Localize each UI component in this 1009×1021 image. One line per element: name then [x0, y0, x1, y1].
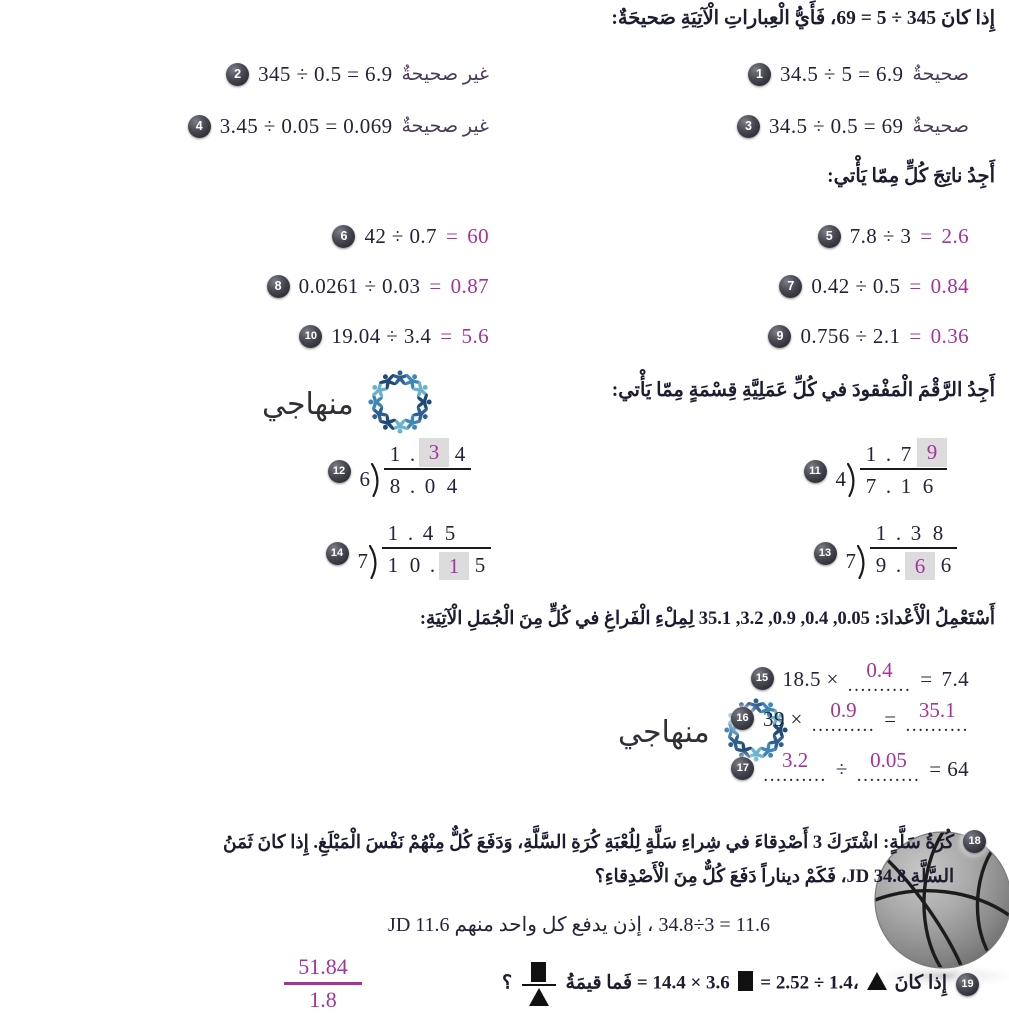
word-problem-body — [223, 826, 954, 860]
item-answer: 2.6 — [941, 224, 969, 248]
item-equals-sign: = — [920, 224, 933, 248]
item-number-badge: 2 — [226, 63, 249, 86]
digit: . — [407, 521, 414, 545]
item-lead-expression: 39 × — [763, 707, 803, 731]
item-number-badge: 3 — [737, 115, 760, 138]
question-19-answer — [284, 954, 362, 1013]
exercise-item-3 — [737, 114, 969, 139]
digit: 1 — [875, 521, 887, 545]
quotient-row — [870, 520, 957, 549]
item-operator: ÷ — [835, 757, 848, 781]
item-result: = 64 — [929, 757, 969, 781]
blank-dots: .......... — [847, 675, 912, 696]
item-equals-sign: = — [445, 224, 459, 248]
item-expression: 34.5 ÷ 0.5 = 69 — [769, 114, 904, 138]
digit: . — [885, 474, 892, 498]
digit: 4 — [446, 474, 458, 498]
blank-answer: 0.05 — [870, 748, 907, 772]
item-expression: 3.45 ÷ 0.05 = 0.069 — [219, 114, 393, 138]
section-missing-digit-prompt: أَجِدُ الرَّقْمَ الْمَفْقودَ في كُلِّ عَمَلِيَّةِ قِسْمَةٍ مِمّا يَأْتي: — [611, 380, 995, 401]
item-verdict: صحيحةٌ — [912, 116, 969, 137]
item-expression: 19.04 ÷ 3.4 — [331, 324, 432, 348]
answer-numerator: 51.84 — [298, 954, 348, 979]
item-number-badge: 6 — [332, 225, 355, 248]
item-answer: 5.6 — [461, 324, 489, 348]
item-number-badge: 14 — [326, 542, 349, 565]
manhaji-logo-icon — [364, 366, 436, 443]
item-equals-sign: = — [920, 667, 933, 691]
triangle-icon — [529, 988, 549, 1006]
manhaji-logo-text: منهاجي — [262, 387, 354, 422]
item-verdict: صحيحةٌ — [912, 64, 969, 85]
missing-digit[interactable]: 9 — [917, 438, 947, 467]
digit: . — [885, 442, 892, 466]
item-equals-sign: = — [440, 324, 453, 348]
long-division — [358, 520, 492, 580]
word-problem-18 — [223, 826, 983, 894]
item-expression: 0.0261 ÷ 0.03 — [298, 274, 421, 298]
item-number-badge: 13 — [814, 542, 837, 565]
long-division — [360, 438, 472, 499]
fraction-bar — [522, 984, 556, 986]
exercise-item-10 — [299, 324, 489, 349]
item-expression: 42 ÷ 0.7 — [364, 224, 437, 248]
section-truefalse-prompt: إِذا كانَ 345 ÷ 5 = 69، فَأَيُّ الْعِباراتِ الْآتِيَةِ صَحيحَةٌ: — [611, 8, 995, 29]
blank-dots: .......... — [763, 765, 827, 786]
square-icon — [738, 971, 753, 991]
item-expression: 0.756 ÷ 2.1 — [800, 324, 901, 348]
exercise-item-1 — [748, 62, 969, 87]
digit: 1 — [900, 474, 912, 498]
long-division — [846, 520, 958, 580]
item-number-badge: 17 — [731, 757, 754, 780]
blank-field[interactable] — [856, 748, 921, 786]
digit: 0 — [409, 553, 421, 577]
fill-blank-item-16 — [731, 698, 969, 736]
item-expression: 7.8 ÷ 3 — [849, 224, 912, 248]
item-equals-sign: = — [909, 274, 922, 298]
item-number-badge: 10 — [299, 325, 322, 348]
item-equals-sign: = — [884, 707, 897, 731]
digit: 1 — [389, 442, 401, 466]
manhaji-logo-text: منهاجي — [618, 715, 710, 750]
square-icon — [531, 962, 546, 982]
item-number-badge: 9 — [768, 325, 791, 348]
item-lead-expression: 18.5 × — [782, 667, 839, 691]
q19-equation-1: = 2.52 ÷ 1.4، — [760, 972, 859, 994]
blank-field[interactable] — [763, 748, 827, 786]
item-expression: 34.5 ÷ 5 = 6.9 — [779, 62, 904, 86]
blank-dots: .......... — [811, 715, 876, 736]
digit: 1 — [865, 442, 877, 466]
item-number-badge: 15 — [751, 667, 774, 690]
dividend-row — [382, 549, 491, 580]
item-number-badge: 16 — [731, 707, 754, 730]
digit: . — [409, 474, 416, 498]
exercise-item-7 — [779, 274, 969, 299]
item-equals-sign: = — [909, 324, 922, 348]
digit: 4 — [454, 442, 466, 466]
answer-denominator: 1.8 — [309, 986, 337, 1012]
quotient-row — [860, 438, 947, 470]
fill-blank-item-15 — [751, 658, 969, 696]
digit: 5 — [474, 553, 486, 577]
division-item-14 — [326, 520, 510, 580]
blank-field[interactable] — [847, 658, 912, 696]
item-number-badge: 4 — [188, 115, 211, 138]
item-expression: 345 ÷ 0.5 = 6.9 — [258, 62, 393, 86]
item-verdict: غير صحيحةٌ — [401, 64, 489, 85]
division-item-13 — [814, 520, 980, 580]
long-division — [836, 438, 948, 499]
blank-field[interactable] — [811, 698, 876, 736]
triangle-icon — [867, 972, 887, 990]
digit: 3 — [910, 521, 922, 545]
word-problem-line1: اشْتَرَكَ 3 أَصْدِقاءَ في شِراءِ سَلَّةٍ لِلُعْبَةِ كُرَةِ السَّلَّةِ، وَدَفَعَ كُلٌّ مِنْهُمْ نَفْسَ الْمَبْلَغِ. إِذا كانَ ثَمَنُ — [223, 833, 879, 853]
item-answer: 60 — [467, 224, 489, 248]
division-bracket-icon — [857, 520, 870, 576]
q19-question-mark: ؟ — [501, 972, 513, 994]
item-number-badge: 5 — [818, 225, 841, 248]
section-fill-blanks-prompt: أَسْتَعْمِلُ الْأَعْدادَ: 0.05, 0.4, 0.9, 3.2, 35.1 لِمِلْءِ الْفَراغِ في كُلٍّ مِنَ الْجُمَلِ الْآتِيَةِ: — [419, 609, 995, 629]
answer-fraction-bar — [284, 982, 362, 985]
digit: . — [895, 521, 902, 545]
blank-dots: .......... — [856, 765, 921, 786]
item-number-badge: 8 — [267, 275, 290, 298]
exercise-item-6 — [332, 224, 489, 249]
dividend-row — [870, 549, 957, 580]
item-result: 7.4 — [941, 667, 969, 691]
manhaji-logo-top — [262, 366, 436, 443]
section-quotients-prompt: أَجِدُ ناتِجَ كُلٍّ مِمّا يَأْتي: — [827, 166, 995, 187]
division-bracket-icon — [847, 438, 860, 494]
missing-digit[interactable]: 3 — [419, 438, 449, 467]
digit: 1 — [387, 553, 399, 577]
shape-fraction — [522, 962, 556, 1006]
q19-lead: إِذا كانَ — [894, 972, 947, 994]
digit: . — [409, 442, 416, 466]
quotient-row — [382, 520, 491, 549]
division-item-12 — [328, 438, 490, 499]
digit: 8 — [389, 474, 401, 498]
q19-equation-2: = 14.4 × 3.6 — [636, 972, 730, 994]
blank-answer: 35.1 — [918, 698, 956, 722]
item-expression: 0.42 ÷ 0.5 — [811, 274, 901, 298]
quotient-row — [384, 438, 471, 470]
digit: . — [895, 553, 902, 577]
item-answer: 0.36 — [930, 324, 969, 348]
digit: 6 — [940, 553, 952, 577]
fill-blank-item-17 — [731, 748, 969, 786]
digit: 0 — [424, 474, 436, 498]
blank-answer: 3.2 — [781, 748, 809, 772]
divisor: 7 — [845, 549, 856, 573]
digit: 7 — [865, 474, 877, 498]
item-number-badge: 18 — [963, 830, 986, 853]
exercise-item-4 — [188, 114, 489, 139]
digit: 7 — [900, 442, 912, 466]
item-answer: 0.87 — [450, 274, 489, 298]
q19-question-word: فَما قيمَةُ — [565, 972, 633, 994]
blank-answer: 0.9 — [830, 698, 857, 722]
exercise-item-2 — [226, 62, 489, 87]
division-bracket-icon — [369, 520, 382, 576]
divisor: 6 — [359, 467, 370, 491]
digit: 5 — [444, 521, 456, 545]
divisor: 7 — [357, 549, 368, 573]
exercise-item-5 — [818, 224, 969, 249]
item-number-badge: 11 — [804, 460, 827, 483]
divisor: 4 — [835, 467, 846, 491]
digit: 8 — [932, 521, 944, 545]
division-bracket-icon — [371, 438, 384, 494]
item-equals-sign: = — [429, 274, 442, 298]
word-problem-line2: السَّلَّةِ JD 34.8، فَكَمْ ديناراً دَفَعَ كُلٌّ مِنَ الْأَصْدِقاءِ؟ — [594, 867, 955, 887]
blank-field[interactable] — [905, 698, 970, 736]
item-number-badge: 7 — [779, 275, 802, 298]
exercise-item-9 — [768, 324, 969, 349]
item-number-badge: 1 — [748, 63, 771, 86]
item-number-badge: 19 — [956, 973, 979, 996]
digit: . — [429, 553, 436, 577]
question-19 — [502, 962, 979, 1006]
word-problem-solution: 11.6 = 3÷34.8 ، إذن يدفع كل واحد منهم 11.6 JD — [388, 914, 770, 936]
dividend-row — [384, 470, 471, 499]
missing-digit[interactable]: 6 — [905, 552, 935, 580]
exercise-item-8 — [267, 274, 489, 299]
word-problem-title: كُرَةُ سَلَّةٍ: — [883, 833, 955, 853]
question-19-text — [502, 962, 947, 1006]
digit: 9 — [875, 553, 887, 577]
blank-answer: 0.4 — [866, 658, 893, 682]
item-verdict: غير صحيحةٌ — [401, 116, 489, 137]
blank-dots: .......... — [905, 715, 969, 736]
digit: 1 — [387, 521, 399, 545]
digit: 4 — [422, 521, 434, 545]
item-answer: 0.84 — [930, 274, 969, 298]
missing-digit[interactable]: 1 — [439, 552, 469, 580]
item-number-badge: 12 — [328, 460, 351, 483]
dividend-row — [860, 470, 947, 499]
digit: 6 — [922, 474, 934, 498]
division-item-11 — [804, 438, 970, 499]
